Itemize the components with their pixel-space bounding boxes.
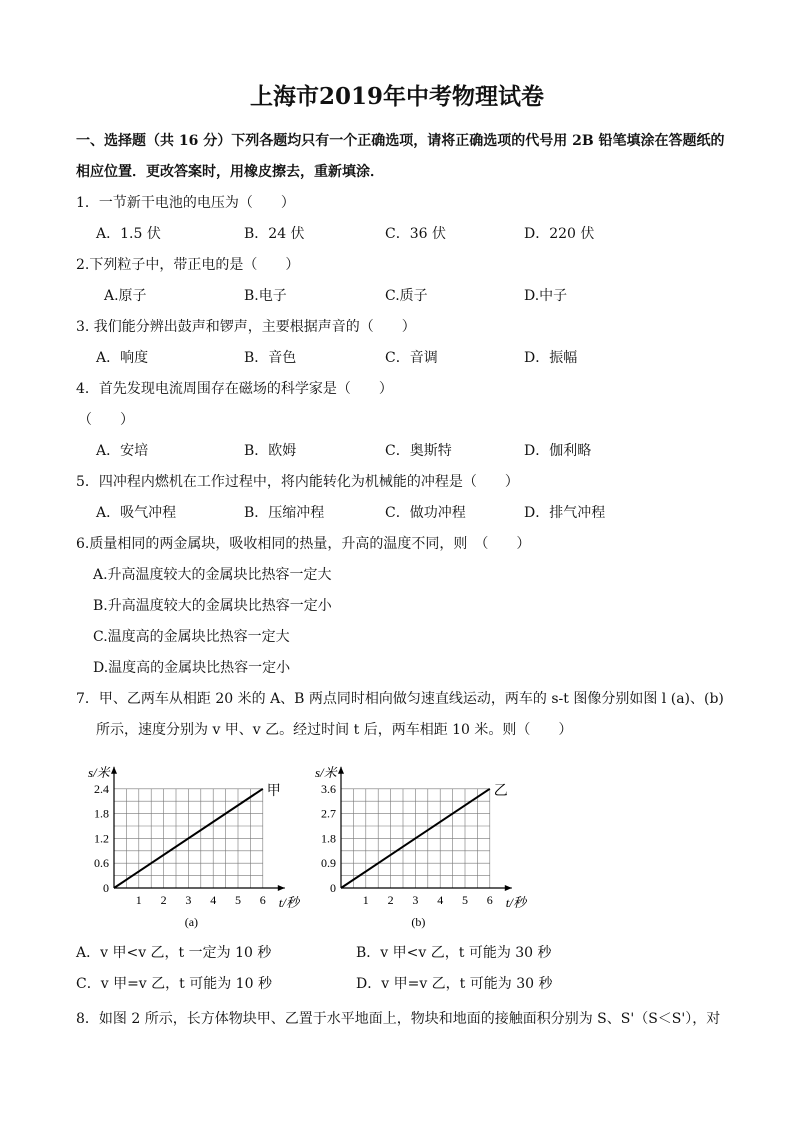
graph-a-y-tick-label: 0 [103, 881, 109, 895]
question-2-option-a: A.原子 [104, 288, 147, 304]
question-1-option-d: D．220 伏 [524, 226, 595, 242]
graph-a-y-tick-label: 1.8 [94, 806, 109, 821]
question-4-option-d: D．伽利略 [524, 443, 592, 459]
graph-a-y-tick-label: 2.4 [94, 781, 109, 796]
question-5-option-b: B．压缩冲程 [244, 505, 325, 521]
question-1-option-b: B．24 伏 [244, 226, 305, 242]
question-6-option-c: C.温度高的金属块比热容一定大 [93, 629, 290, 645]
question-1-option-c: C．36 伏 [385, 226, 446, 242]
graph-b-series-label: 乙 [493, 783, 508, 799]
graph-b-y-tick-label: 2.7 [321, 806, 336, 821]
question-1-stem: 1．一节新干电池的电压为（ ） [76, 195, 295, 211]
section-instructions-line2: 相应位置．更改答案时，用橡皮擦去，重新填涂． [76, 164, 384, 180]
graph-a-y-axis-arrow [111, 767, 117, 774]
graph-b-y-tick-label: 0.9 [321, 856, 336, 871]
graph-a-x-axis-label: t/秒 [278, 895, 300, 910]
question-4-stem: 4．首先发现电流周围存在磁场的科学家是（ ） [76, 381, 393, 397]
graph-a-y-axis-label: s/米 [88, 764, 110, 780]
graph-b-x-tick-label: 4 [437, 893, 444, 907]
question-5-option-c: C．做功冲程 [385, 505, 466, 521]
question-3-option-a: A．响度 [96, 350, 149, 366]
question-7-option-d: D．v 甲=v 乙，t 可能为 30 秒 [356, 976, 553, 992]
graph-b-y-tick-label: 1.8 [321, 831, 336, 846]
question-7-stem-line2: 所示，速度分别为 v 甲、v 乙。经过时间 t 后，两车相距 10 米。则（ ） [96, 722, 573, 738]
question-4-option-a: A．安培 [96, 443, 149, 459]
graph-b-x-tick-label: 6 [486, 893, 493, 907]
graph-b-y-tick-label: 3.6 [321, 781, 336, 796]
question-3-option-d: D．振幅 [524, 350, 578, 366]
graph-b-x-tick-label: 2 [387, 893, 394, 907]
graph-b-x-tick-label: 1 [362, 893, 369, 907]
st-graph-a [84, 750, 300, 935]
question-2-option-c: C.质子 [385, 288, 428, 304]
graph-b-x-tick-label: 3 [412, 893, 419, 907]
question-6-option-b: B.升高温度较大的金属块比热容一定小 [93, 598, 332, 614]
graph-a-x-tick-label: 3 [185, 893, 192, 907]
st-graph-b [311, 750, 541, 935]
page-title: 上海市2019年中考物理试卷 [249, 83, 544, 110]
question-3-stem: 3. 我们能分辨出鼓声和锣声，主要根据声音的（ ） [76, 319, 416, 335]
graph-b-x-axis-arrow [505, 885, 512, 891]
graph-b-y-axis-label: s/米 [315, 764, 337, 780]
question-5-option-d: D．排气冲程 [524, 505, 606, 521]
graph-a-x-axis-arrow [278, 885, 285, 891]
question-6-option-a: A.升高温度较大的金属块比热容一定大 [93, 567, 332, 583]
graph-b-x-axis-label: t/秒 [505, 895, 527, 910]
graph-b-caption: (b) [411, 915, 426, 929]
question-7-stem: 7．甲、乙两车从相距 20 米的 A、B 两点同时相向做匀速直线运动，两车的 s-t 图像分别如图 l (a)、(b) [76, 691, 724, 707]
question-2-stem: 2.下列粒子中，带正电的是（ ） [76, 257, 300, 273]
graph-b-y-axis-arrow [338, 767, 344, 774]
graph-a-x-tick-label: 1 [135, 893, 142, 907]
question-5-stem: 5．四冲程内燃机在工作过程中，将内能转化为机械能的冲程是（ ） [76, 474, 519, 490]
graph-a-x-tick-label: 4 [210, 893, 217, 907]
question-5-option-a: A．吸气冲程 [96, 505, 177, 521]
graph-a-y-tick-label: 1.2 [94, 831, 109, 846]
question-4-option-c: C．奥斯特 [385, 443, 452, 459]
question-7-option-b: B．v 甲<v 乙，t 可能为 30 秒 [356, 945, 552, 961]
question-1-option-a: A．1.5 伏 [96, 226, 161, 242]
graph-a-y-tick-label: 0.6 [94, 856, 109, 871]
graph-b-x-tick-label: 5 [462, 893, 468, 907]
graph-a-x-tick-label: 6 [259, 893, 266, 907]
question-6-option-d: D.温度高的金属块比热容一定小 [93, 660, 291, 676]
question-4-option-b: B．欧姆 [244, 443, 297, 459]
section-instructions-line1: 一、选择题（共 16 分）下列各题均只有一个正确选项，请将正确选项的代号用 2B 铅笔填涂在答题纸的 [76, 133, 725, 149]
question-3-option-b: B．音色 [244, 350, 297, 366]
question-6-stem: 6.质量相同的两金属块，吸收相同的热量，升高的温度不同，则 （ ） [76, 536, 531, 552]
question-2-option-b: B.电子 [244, 288, 287, 304]
question-8-stem: 8．如图 2 所示，长方体物块甲、乙置于水平地面上，物块和地面的接触面积分别为 S、S'（S＜S'），对 [76, 1011, 721, 1027]
question-4-stem-extra: （ ） [78, 412, 134, 428]
graph-b-y-tick-label: 0 [330, 881, 336, 895]
graph-a-series-label: 甲 [266, 783, 281, 799]
graph-a-x-tick-label: 2 [160, 893, 167, 907]
question-3-option-c: C．音调 [385, 350, 438, 366]
question-2-option-d: D.中子 [524, 288, 568, 304]
question-7-option-c: C．v 甲=v 乙，t 可能为 10 秒 [76, 976, 272, 992]
graph-a-x-tick-label: 5 [235, 893, 241, 907]
graph-a-caption: (a) [184, 915, 199, 929]
question-7-option-a: A．v 甲<v 乙，t 一定为 10 秒 [76, 945, 272, 961]
